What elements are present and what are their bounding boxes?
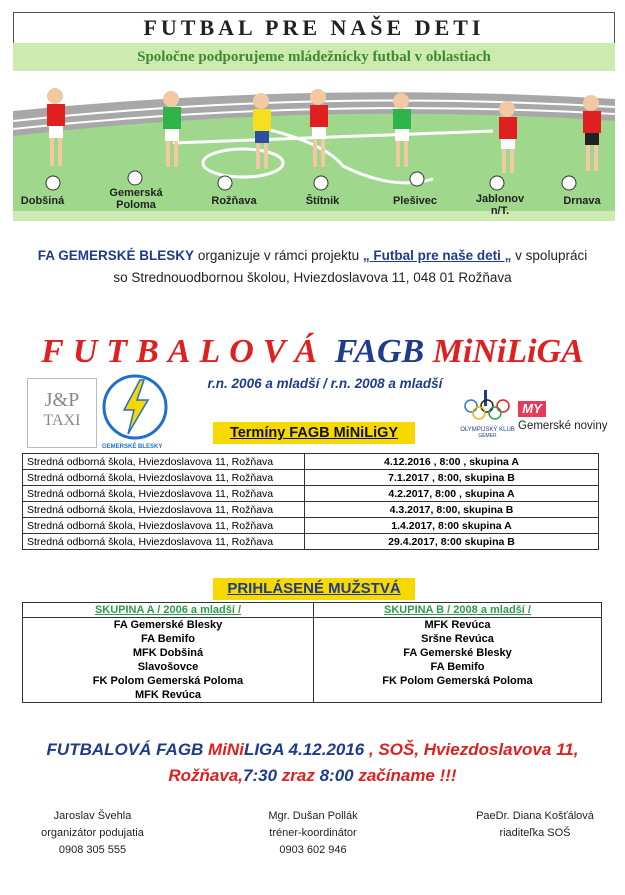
- schedule-place: Stredná odborná škola, Hviezdoslavova 11, Rožňava: [23, 486, 305, 502]
- event-announcement: FUTBALOVÁ FAGB MiNiLIGA 4.12.2016 , SOŠ, Hviezdoslavova 11, Rožňava,7:30 zraz 8:00 začíname !!!: [46, 740, 579, 785]
- signature-phone: 0903 602 946: [279, 844, 347, 856]
- table-row: [23, 646, 602, 660]
- table-row: [23, 688, 602, 703]
- olympic-rings-icon: [460, 390, 515, 422]
- page-subtitle: Spoločne podporujeme mládežnícky futbal v oblastiach: [137, 49, 491, 65]
- team-a: Slavošovce: [23, 660, 314, 674]
- town-label: Rožňava: [211, 195, 257, 207]
- group-a-header: SKUPINA A / 2006 a mladší /: [23, 603, 314, 618]
- team-b: MFK Revúca: [314, 618, 602, 633]
- signature-name: Mgr. Dušan Pollák: [268, 810, 358, 822]
- team-a: FK Polom Gemerská Poloma: [23, 674, 314, 688]
- gemerske-blesky-logo: GEMERSKÉ BLESKY: [102, 374, 168, 440]
- title-box: [13, 12, 615, 43]
- schedule-date: 7.1.2017 , 8:00, skupina B: [305, 470, 599, 486]
- schedule-date: 29.4.2017, 8:00 skupina B: [305, 534, 599, 550]
- team-a: FA Gemerské Blesky: [23, 618, 314, 633]
- team-b: [314, 688, 602, 703]
- age-categories: r.n. 2006 a mladší / r.n. 2008 a mladší: [207, 376, 443, 391]
- page-title: FUTBAL PRE NAŠE DETI: [143, 15, 485, 40]
- team-a: FA Bemifo: [23, 632, 314, 646]
- table-row: [23, 502, 599, 518]
- schedule-table: [22, 453, 599, 550]
- intro-text: FA GEMERSKÉ BLESKY organizuje v rámci projektu „ Futbal pre naše deti „ v spolupráci so Strednouodbornou školou, Hviezdoslavova 11, 048 01 Rožňava: [37, 248, 588, 285]
- schedule-date: 4.12.2016 , 8:00 , skupina A: [305, 454, 599, 470]
- table-row: [23, 454, 599, 470]
- table-row: [23, 518, 599, 534]
- olympic-club-logo: OLYMPIJSKÝ KLUB GEMER: [460, 390, 515, 439]
- football-field-illustration: [13, 71, 615, 221]
- signature-name: PaeDr. Diana Košťálová: [476, 810, 594, 822]
- table-row: [23, 486, 599, 502]
- table-row: [23, 632, 602, 646]
- schedule-date: 4.2.2017, 8:00 , skupina A: [305, 486, 599, 502]
- lightning-icon: [102, 374, 168, 440]
- schedule-date: 4.3.2017, 8:00, skupina B: [305, 502, 599, 518]
- gemerske-noviny-logo: Gemerské noviny: [518, 420, 608, 432]
- town-label: Drnava: [563, 195, 601, 207]
- town-label: Plešivec: [392, 195, 438, 207]
- team-b: FK Polom Gemerská Poloma: [314, 674, 602, 688]
- town-label: Jablonov n/T.: [475, 193, 525, 217]
- schedule-place: Stredná odborná škola, Hviezdoslavova 11, Rožňava: [23, 534, 305, 550]
- league-title: FUTBALOVÁ FAGB MiNiLiGA: [41, 333, 584, 370]
- signature-phone: 0908 305 555: [58, 844, 127, 856]
- project-name: „ Futbal pre naše deti „: [362, 248, 512, 263]
- table-row: [23, 470, 599, 486]
- signature-block: [465, 808, 605, 842]
- schedule-place: Stredná odborná škola, Hviezdoslavova 11, Rožňava: [23, 454, 305, 470]
- schedule-place: Stredná odborná škola, Hviezdoslavova 11, Rožňava: [23, 502, 305, 518]
- signature-role: organizátor podujatia: [41, 827, 144, 839]
- schedule-place: Stredná odborná škola, Hviezdoslavova 11, Rožňava: [23, 518, 305, 534]
- organizer-name: FA GEMERSKÉ BLESKY: [37, 248, 195, 263]
- table-row: [23, 660, 602, 674]
- table-row: [23, 534, 599, 550]
- jp-taxi-logo: J&P TAXI: [27, 378, 97, 448]
- subtitle-bar: [13, 43, 615, 71]
- table-row: [23, 674, 602, 688]
- town-label: Gemerská Poloma: [109, 187, 163, 211]
- team-a: MFK Dobšiná: [23, 646, 314, 660]
- signature-role: tréner-koordinátor: [269, 827, 357, 839]
- team-b: Sršne Revúca: [314, 632, 602, 646]
- schedule-date: 1.4.2017, 8:00 skupina A: [305, 518, 599, 534]
- table-row: [23, 618, 602, 633]
- schedule-heading: Termíny FAGB MiNiLiGY: [213, 422, 415, 444]
- table-header-row: [23, 603, 602, 618]
- group-b-header: SKUPINA B / 2008 a mladší /: [314, 603, 602, 618]
- team-b: FA Bemifo: [314, 660, 602, 674]
- teams-heading: PRIHLÁSENÉ MUŽSTVÁ: [213, 578, 415, 600]
- signature-role: riaditeľka SOŠ: [499, 827, 571, 839]
- my-logo: MY: [518, 401, 546, 417]
- team-a: MFK Revúca: [23, 688, 314, 703]
- signature-block: [30, 808, 155, 859]
- town-label: Štítnik: [305, 195, 340, 207]
- teams-table: [22, 602, 602, 703]
- signature-block: [243, 808, 383, 859]
- signature-name: Jaroslav Švehla: [53, 810, 132, 822]
- team-b: FA Gemerské Blesky: [314, 646, 602, 660]
- schedule-place: Stredná odborná škola, Hviezdoslavova 11, Rožňava: [23, 470, 305, 486]
- town-label: Dobšiná: [20, 195, 65, 207]
